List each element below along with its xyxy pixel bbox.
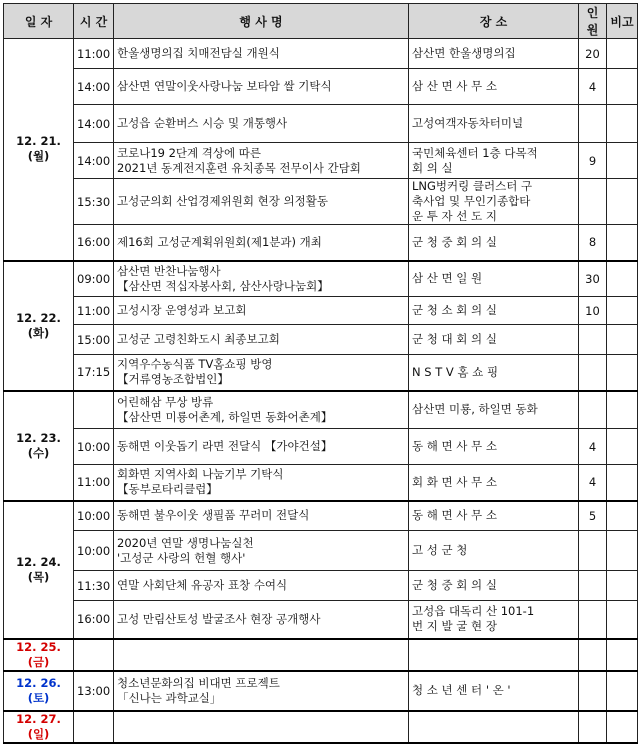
event-line: 어린해삼 무상 방류 [117, 394, 214, 409]
place-cell [409, 261, 579, 297]
place-cell [409, 501, 579, 531]
place-cell [409, 531, 579, 571]
time-cell [74, 391, 114, 429]
date-cell: 12. 21.(월) [4, 39, 74, 261]
count-cell [579, 671, 607, 711]
place-line: 번 지 발 굴 현 장 [412, 619, 497, 634]
place-line: 동 해 면 사 무 소 [412, 439, 497, 453]
event-line: 고성시장 운영성과 보고회 [117, 303, 247, 317]
note-cell [607, 225, 638, 261]
event-cell [114, 179, 409, 225]
time-cell: 10:00 [74, 531, 114, 571]
place-line: 군 청 중 회 의 실 [412, 234, 497, 249]
time-cell: 16:00 [74, 601, 114, 639]
count-cell [579, 391, 607, 429]
note-cell [607, 297, 638, 325]
event-line: 동해면 이웃돕기 라면 전달식 【가야건설】 [117, 439, 333, 453]
event-cell [114, 105, 409, 143]
time-cell [74, 639, 114, 671]
table-row [4, 531, 638, 571]
table-row [4, 179, 638, 225]
event-line: 2020년 연말 생명나눔실천 [117, 535, 254, 550]
place-line: 축사업 및 무인기종합타 [412, 194, 531, 208]
table-row [4, 39, 638, 69]
note-cell [607, 639, 638, 671]
place-cell [409, 465, 579, 501]
time-cell: 16:00 [74, 225, 114, 261]
note-cell [607, 105, 638, 143]
time-cell: 14:00 [74, 105, 114, 143]
place-line: 삼 산 면 사 무 소 [412, 79, 497, 93]
header-time: 시 간 [74, 4, 114, 39]
note-cell [607, 531, 638, 571]
note-cell [607, 571, 638, 601]
place-cell [409, 297, 579, 325]
table-row [4, 711, 638, 743]
event-line: 고성읍 순환버스 시승 및 개통행사 [117, 116, 288, 130]
table-row [4, 501, 638, 531]
note-cell [607, 711, 638, 743]
event-line: 지역우수농식품 TV홈쇼핑 방영 [117, 357, 273, 372]
note-cell [607, 69, 638, 105]
place-line: 삼 산 면 일 원 [412, 271, 483, 286]
place-cell [409, 325, 579, 355]
time-cell: 11:30 [74, 571, 114, 601]
place-cell [409, 179, 579, 225]
table-row [4, 225, 638, 261]
count-cell: 10 [579, 297, 607, 325]
schedule-body [4, 39, 638, 743]
header-note: 비고 [607, 4, 638, 39]
time-cell: 14:00 [74, 143, 114, 179]
event-line: 고성군 고령친화도시 최종보고회 [117, 332, 280, 346]
place-cell [409, 225, 579, 261]
event-line: 코로나19 2단계 격상에 따른 [117, 145, 262, 160]
time-cell: 11:00 [74, 39, 114, 69]
table-row [4, 639, 638, 671]
table-row [4, 69, 638, 105]
count-cell: 4 [579, 429, 607, 465]
table-row [4, 671, 638, 711]
event-cell [114, 225, 409, 261]
event-cell [114, 501, 409, 531]
count-cell: 20 [579, 39, 607, 69]
table-row [4, 297, 638, 325]
place-cell [409, 639, 579, 671]
date-cell: 12. 24.(목) [4, 501, 74, 639]
place-line: 고 성 군 청 [412, 543, 468, 557]
count-cell [579, 711, 607, 743]
header-event: 행 사 명 [114, 4, 409, 39]
count-cell: 9 [579, 143, 607, 179]
place-cell [409, 671, 579, 711]
count-cell [579, 571, 607, 601]
count-cell: 30 [579, 261, 607, 297]
place-line: 삼산면 한울생명의집 [412, 46, 516, 60]
event-line: 제16회 고성군계획위원회(제1분과) 개최 [117, 234, 322, 249]
count-cell [579, 355, 607, 391]
time-cell [74, 711, 114, 743]
event-cell [114, 261, 409, 297]
time-cell: 09:00 [74, 261, 114, 297]
note-cell [607, 391, 638, 429]
note-cell [607, 501, 638, 531]
event-line: 【삼산면 적십자봉사회, 삼산사랑나눔회】 [117, 278, 329, 293]
event-line: 동해면 불우이웃 생필품 꾸러미 전달식 [117, 508, 310, 523]
place-cell [409, 143, 579, 179]
note-cell [607, 429, 638, 465]
date-cell: 12. 27.(일) [4, 711, 74, 743]
event-line: 【거류영농조합법인】 [117, 372, 229, 387]
place-line: 회 의 실 [412, 160, 453, 175]
event-line: 삼산면 연말이웃사랑나눔 보타암 쌀 기탁식 [117, 79, 332, 93]
date-cell: 12. 25.(금) [4, 639, 74, 671]
note-cell [607, 671, 638, 711]
event-line: 고성군의회 산업경제위원회 현장 의정활동 [117, 194, 328, 208]
count-cell: 4 [579, 465, 607, 501]
place-line: 삼산면 미룡, 하일면 동화 [412, 402, 538, 417]
place-line: 운 투 자 선 도 지 [412, 209, 497, 223]
event-cell [114, 69, 409, 105]
place-cell [409, 105, 579, 143]
date-cell: 12. 23.(수) [4, 391, 74, 501]
time-cell: 13:00 [74, 671, 114, 711]
event-cell [114, 143, 409, 179]
time-cell: 15:00 [74, 325, 114, 355]
count-cell [579, 179, 607, 225]
count-cell: 8 [579, 225, 607, 261]
time-cell: 10:00 [74, 501, 114, 531]
time-cell: 14:00 [74, 69, 114, 105]
date-cell: 12. 22.(화) [4, 261, 74, 391]
table-row [4, 355, 638, 391]
place-line: 국민체육센터 1층 다목적 [412, 145, 538, 160]
place-line: 청 소 년 센 터 ' 온 ' [412, 683, 511, 697]
place-line: N S T V 홈 쇼 핑 [412, 364, 499, 379]
table-row [4, 391, 638, 429]
count-cell: 4 [579, 69, 607, 105]
note-cell [607, 39, 638, 69]
time-cell: 10:00 [74, 429, 114, 465]
event-cell [114, 601, 409, 639]
place-line: LNG벙커링 클러스터 구 [412, 179, 533, 193]
table-row [4, 325, 638, 355]
event-cell [114, 297, 409, 325]
date-cell: 12. 26.(토) [4, 671, 74, 711]
count-cell: 5 [579, 501, 607, 531]
schedule-table [3, 3, 638, 744]
count-cell [579, 601, 607, 639]
count-cell [579, 531, 607, 571]
note-cell [607, 261, 638, 297]
event-line: 청소년문화의집 비대면 프로젝트 [117, 675, 280, 690]
header-date: 일 자 [4, 4, 74, 39]
table-row [4, 105, 638, 143]
event-cell [114, 571, 409, 601]
event-cell [114, 671, 409, 711]
place-cell [409, 601, 579, 639]
event-line: 「신나는 과학교실」 [117, 690, 222, 705]
event-line: 2021년 동계전지훈련 유치종목 전무이사 간담회 [117, 160, 361, 175]
note-cell [607, 601, 638, 639]
event-line: 고성 만림산토성 발굴조사 현장 공개행사 [117, 611, 321, 626]
event-cell [114, 465, 409, 501]
event-line: 한울생명의집 치매전담실 개원식 [117, 46, 280, 60]
time-cell: 11:00 [74, 297, 114, 325]
place-line: 회 화 면 사 무 소 [412, 474, 497, 489]
place-cell [409, 355, 579, 391]
time-cell: 15:30 [74, 179, 114, 225]
place-cell [409, 571, 579, 601]
event-cell [114, 391, 409, 429]
place-line: 군 청 소 회 의 실 [412, 303, 497, 317]
table-row [4, 601, 638, 639]
place-line: 고성여객자동차터미널 [412, 116, 524, 130]
place-cell [409, 39, 579, 69]
event-line: 삼산면 반찬나눔행사 [117, 263, 221, 278]
place-line: 동 해 면 사 무 소 [412, 508, 497, 523]
event-cell [114, 429, 409, 465]
note-cell [607, 355, 638, 391]
header-place: 장 소 [409, 4, 579, 39]
event-cell [114, 531, 409, 571]
table-row [4, 571, 638, 601]
table-row [4, 143, 638, 179]
count-cell [579, 639, 607, 671]
note-cell [607, 179, 638, 225]
time-cell: 17:15 [74, 355, 114, 391]
place-cell [409, 391, 579, 429]
time-cell: 11:00 [74, 465, 114, 501]
place-cell [409, 711, 579, 743]
event-cell [114, 639, 409, 671]
header-row [4, 4, 638, 39]
table-row [4, 465, 638, 501]
place-cell [409, 69, 579, 105]
event-line: 【삼산면 미룡어촌계, 하일면 동화어촌계】 [117, 409, 333, 424]
event-cell [114, 39, 409, 69]
place-line: 고성읍 대독리 산 101-1 [412, 604, 535, 619]
count-cell [579, 325, 607, 355]
event-line: 연말 사회단체 유공자 표창 수여식 [117, 578, 288, 592]
event-line: 회화면 지역사회 나눔기부 기탁식 [117, 467, 284, 482]
event-line: '고성군 사랑의 헌혈 행사' [117, 550, 246, 565]
event-cell [114, 711, 409, 743]
table-row [4, 261, 638, 297]
event-cell [114, 355, 409, 391]
event-cell [114, 325, 409, 355]
header-count: 인원 [579, 4, 607, 39]
place-cell [409, 429, 579, 465]
event-line: 【동부로타리클럽】 [117, 482, 218, 497]
note-cell [607, 465, 638, 501]
note-cell [607, 143, 638, 179]
place-line: 군 청 대 회 의 실 [412, 332, 497, 346]
count-cell [579, 105, 607, 143]
table-row [4, 429, 638, 465]
place-line: 군 청 중 회 의 실 [412, 578, 497, 592]
note-cell [607, 325, 638, 355]
